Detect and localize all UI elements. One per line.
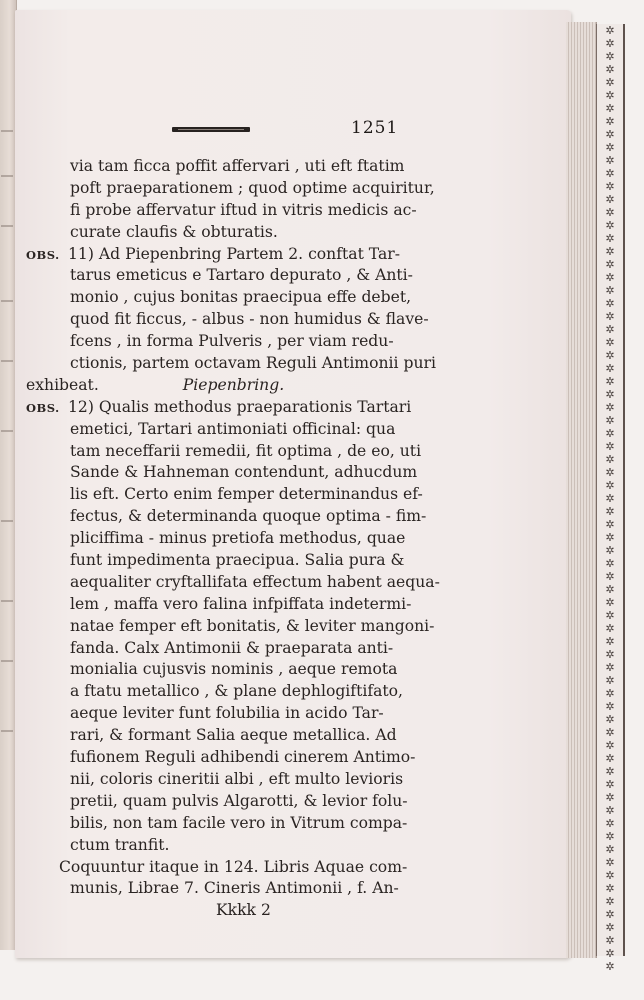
text-line: 11) Ad Piepenbring Partem 2. conftat Tar- bbox=[68, 244, 400, 263]
text-line: emetici, Tartari antimoniati officinal: qua bbox=[70, 419, 396, 438]
text-line: tarus emeticus e Tartaro depurato , & Anti- bbox=[70, 266, 413, 285]
obs-label: OBS. bbox=[26, 247, 60, 262]
text-line: lem , maffa vero falina infpiffata indetermi- bbox=[70, 594, 412, 613]
page-number: 1251 bbox=[351, 118, 399, 138]
page-text bbox=[26, 156, 440, 922]
text-line: pliciffima - minus pretiofa methodus, quae bbox=[70, 529, 406, 548]
text-line: bilis, non tam facile vero in Vitrum compa- bbox=[70, 813, 408, 832]
text-line: curate claufis & obturatis. bbox=[70, 222, 278, 241]
text-line: monio , cujus bonitas praecipua effe debet, bbox=[70, 288, 412, 307]
obs-label: OBS. bbox=[26, 400, 60, 415]
text-line: monialia cujusvis nominis , aeque remota bbox=[70, 660, 398, 679]
text-line: pretii, quam pulvis Algarotti, & levior folu- bbox=[70, 791, 408, 810]
text-line: exhibeat. bbox=[26, 375, 99, 394]
text-line: fcens , in forma Pulveris , per viam redu- bbox=[70, 332, 394, 351]
text-line: ctionis, partem octavam Reguli Antimonii puri bbox=[70, 354, 436, 373]
obs-line bbox=[26, 244, 398, 266]
text-line: munis, Librae 7. Cineris Antimonii , f. An- bbox=[70, 879, 399, 898]
text-line: rari, & formant Salia aeque metallica. Ad bbox=[70, 726, 397, 745]
text-line: lis eft. Certo enim femper determinandus ef- bbox=[70, 485, 423, 504]
text-line: aeque leviter funt folubilia in acido Tar- bbox=[70, 704, 384, 723]
text-line: tam neceffarii remedii, fit optima , de eo, uti bbox=[70, 441, 422, 460]
text-line: nii, coloris cineritii albi , eft multo levioris bbox=[70, 769, 404, 788]
text-line: poft praeparationem ; quod optime acquiritur, bbox=[70, 178, 435, 197]
text-line: ctum tranfit. bbox=[70, 835, 170, 854]
catchword-signature: Kkkk 2 bbox=[216, 901, 271, 920]
text-line: funt impedimenta praecipua. Salia pura & bbox=[70, 551, 405, 570]
author-signature: Piepenbring. bbox=[182, 375, 285, 394]
text-line: Sande & Hahneman contendunt, adhucdum bbox=[70, 463, 418, 482]
text-line: fectus, & determinanda quoque optima - fim- bbox=[70, 507, 427, 526]
text-line: Coquuntur itaque in 124. Libris Aquae com- bbox=[59, 857, 408, 876]
text-line: fanda. Calx Antimonii & praeparata anti- bbox=[70, 638, 394, 657]
signature-line bbox=[26, 375, 398, 397]
text-line: fufionem Reguli adhibendi cinerem Antimo- bbox=[70, 748, 416, 767]
text-line: via tam ficca poffit affervari , uti eft ftatim bbox=[70, 157, 405, 175]
page-block-edges bbox=[566, 22, 597, 958]
text-line: fi probe affervatur iftud in vitris medicis ac- bbox=[70, 200, 417, 219]
text-line: natae femper eft bonitatis, & leviter mangoni- bbox=[70, 616, 435, 635]
text-line: 12) Qualis methodus praeparationis Tartari bbox=[68, 397, 412, 416]
obs-line bbox=[26, 397, 412, 419]
decorated-fore-edge: ✲ ✲ ✲ ✲ ✲ ✲ ✲ ✲ ✲ ✲ ✲ ✲ ✲ ✲ ✲ ✲ ✲ ✲ ✲ ✲ ✲ ✲ ✲ ✲ ✲ ✲ ✲ ✲ ✲ ✲ ✲ ✲ ✲ ✲ ✲ ✲ ✲ ✲ ✲ ✲ ✲ ✲ ✲ ✲ ✲ ✲ ✲ ✲ ✲ ✲ ✲ ✲ ✲ ✲ ✲ ✲ ✲ ✲ ✲ ✲ ✲ ✲ ✲ ✲ ✲ ✲ ✲ ✲ ✲ ✲ ✲ ✲ ✲ bbox=[596, 24, 625, 956]
text-line: a ftatu metallico , & plane dephlogiftifato, bbox=[70, 682, 404, 701]
header-ornament-rule bbox=[172, 127, 250, 132]
text-line: aequaliter cryftallifata effectum habent aequa- bbox=[70, 572, 440, 591]
text-line: quod fit ficcus, - albus - non humidus & flave- bbox=[70, 310, 429, 329]
